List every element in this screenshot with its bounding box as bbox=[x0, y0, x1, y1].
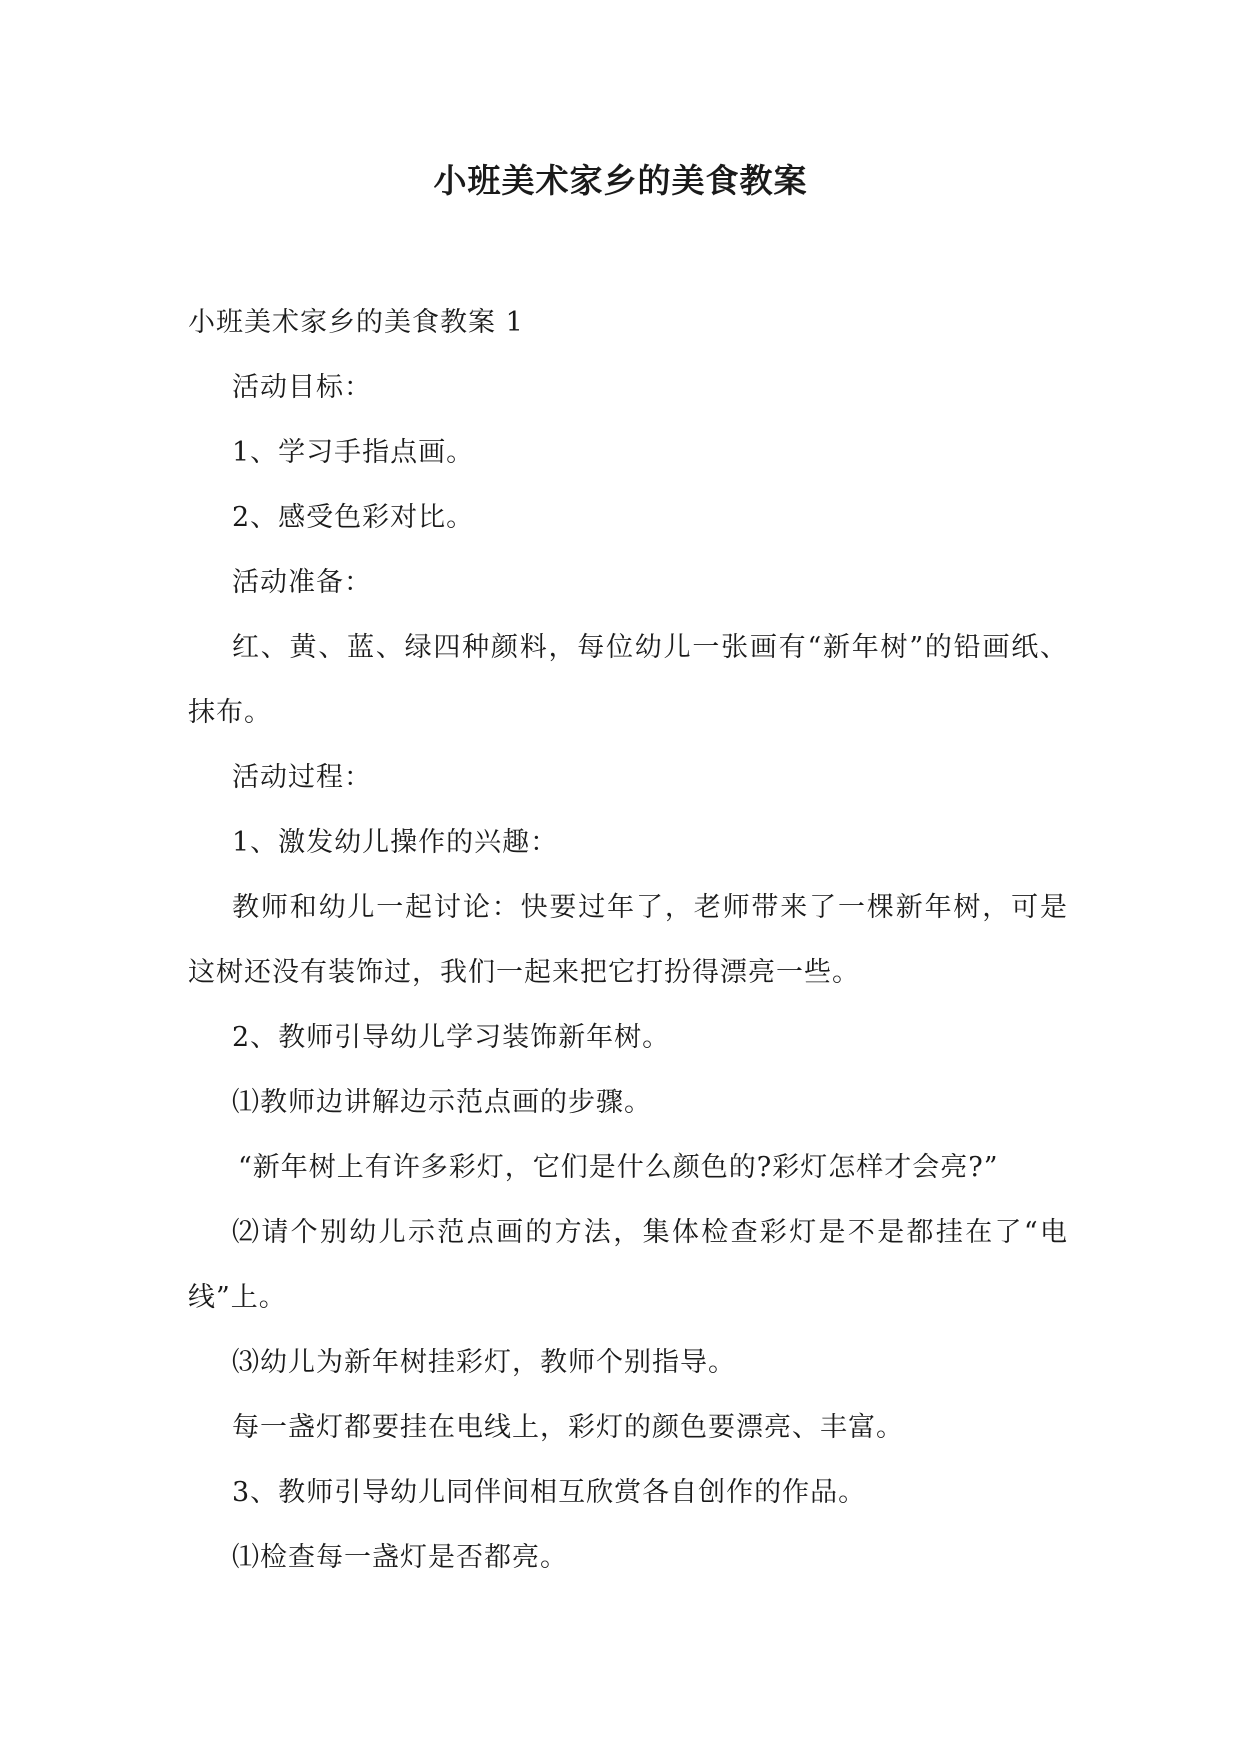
paragraph-process-heading: 活动过程： bbox=[232, 762, 372, 793]
paragraph-preparation: 红、黄、蓝、绿四种颜料，每位幼儿一张画有“新年树”的铅画纸、抹布。 bbox=[188, 632, 1068, 728]
paragraph-substep-1: ⑴教师边讲解边示范点画的步骤。 bbox=[232, 1087, 652, 1118]
paragraph-step-1: 1、激发幼儿操作的兴趣： bbox=[232, 827, 559, 858]
paragraph-activity-goals-heading: 活动目标： bbox=[232, 372, 372, 403]
paragraph-preparation-heading: 活动准备： bbox=[232, 567, 372, 598]
paragraph-substep-check: ⑴检查每一盏灯是否都亮。 bbox=[232, 1542, 568, 1573]
paragraph-step-3: 3、教师引导幼儿同伴间相互欣赏各自创作的作品。 bbox=[232, 1477, 867, 1508]
document-body bbox=[188, 290, 1068, 1590]
paragraph-substep-2: ⑵请个别幼儿示范点画的方法，集体检查彩灯是不是都挂在了“电线”上。 bbox=[188, 1217, 1068, 1313]
paragraph-lights-note: 每一盏灯都要挂在电线上，彩灯的颜色要漂亮、丰富。 bbox=[232, 1412, 904, 1443]
paragraph-substep-3: ⑶幼儿为新年树挂彩灯，教师个别指导。 bbox=[232, 1347, 736, 1378]
document-title: 小班美术家乡的美食教案 bbox=[433, 161, 808, 200]
section-heading: 小班美术家乡的美食教案 1 bbox=[188, 307, 524, 338]
paragraph-quote: “新年树上有许多彩灯，它们是什么颜色的?彩灯怎样才会亮?” bbox=[238, 1152, 999, 1183]
paragraph-step-2: 2、教师引导幼儿学习装饰新年树。 bbox=[232, 1022, 671, 1053]
paragraph-goal-1: 1、学习手指点画。 bbox=[232, 437, 475, 468]
paragraph-goal-2: 2、感受色彩对比。 bbox=[232, 502, 475, 533]
paragraph-discussion: 教师和幼儿一起讨论：快要过年了，老师带来了一棵新年树，可是这树还没有装饰过，我们一起来把它打扮得漂亮一些。 bbox=[188, 892, 1068, 988]
